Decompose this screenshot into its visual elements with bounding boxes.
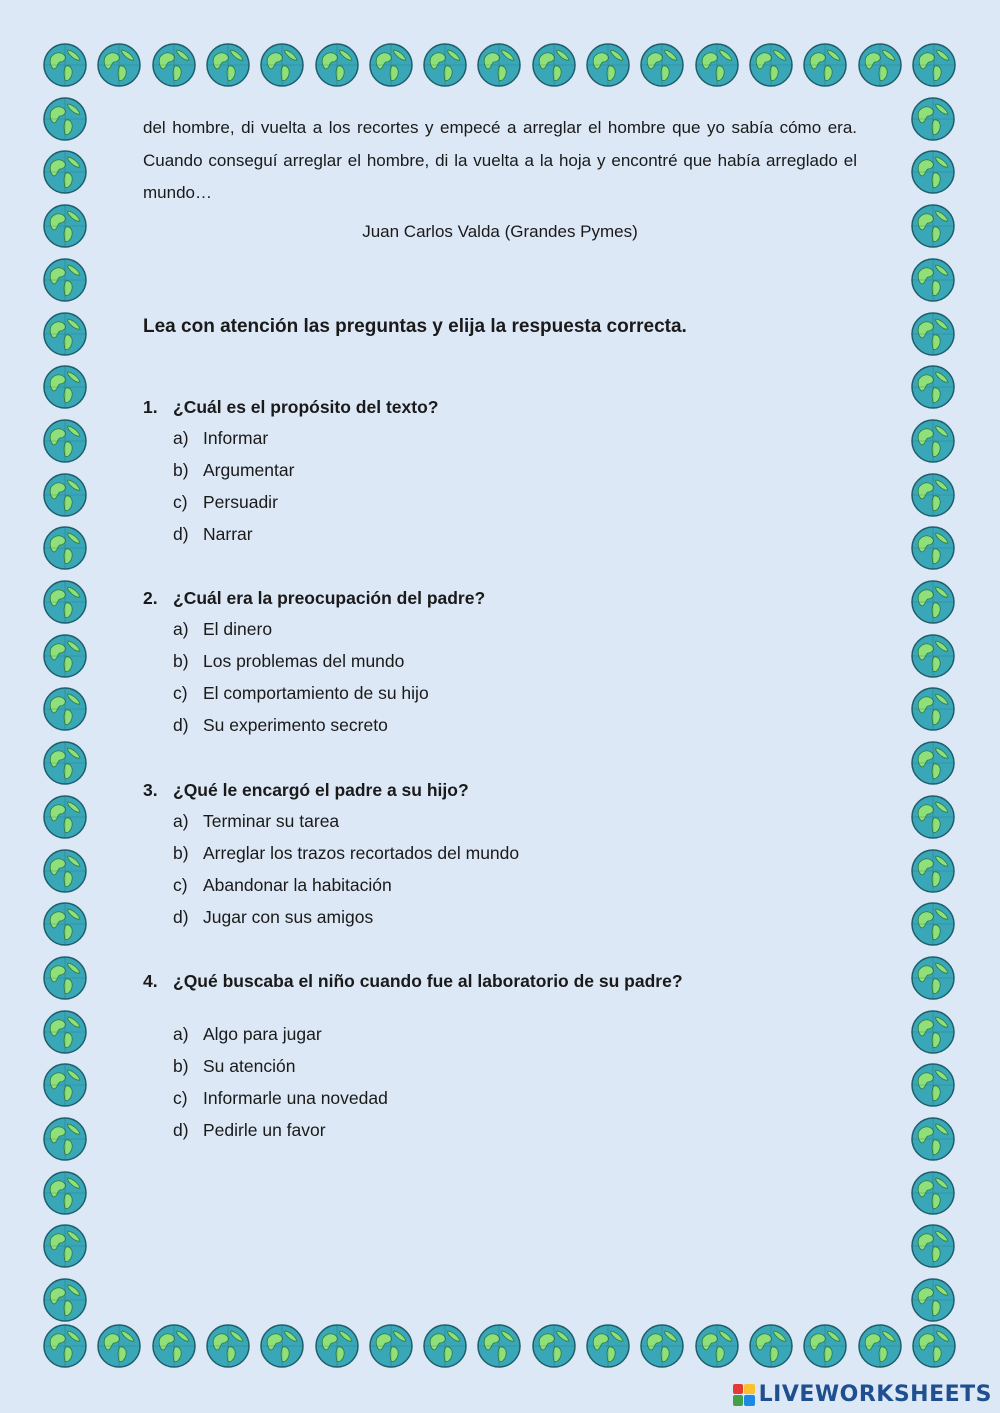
globe-icon — [42, 203, 88, 249]
globe-icon — [910, 1009, 956, 1055]
option-text: Pedirle un favor — [203, 1119, 326, 1140]
globe-icon — [314, 1323, 360, 1369]
globe-icon — [42, 472, 88, 518]
reading-passage — [143, 112, 857, 242]
globe-icon — [910, 1277, 956, 1323]
answer-option[interactable] — [143, 709, 485, 741]
globe-icon — [42, 901, 88, 947]
option-text: Persuadir — [203, 491, 278, 512]
globe-icon — [585, 1323, 631, 1369]
question-3 — [143, 775, 519, 933]
option-letter: a) — [173, 1023, 189, 1044]
globe-icon — [42, 1009, 88, 1055]
answer-options — [143, 422, 438, 550]
globe-icon — [802, 1323, 848, 1369]
globe-icon — [910, 579, 956, 625]
globe-icon — [42, 42, 88, 88]
instruction-heading: Lea con atención las preguntas y elija la respuesta correcta. — [143, 316, 687, 337]
globe-icon — [368, 1323, 414, 1369]
answer-option[interactable] — [143, 518, 438, 550]
globe-icon — [42, 1223, 88, 1269]
globe-icon — [42, 364, 88, 410]
globe-icon — [42, 955, 88, 1001]
option-letter: b) — [173, 650, 189, 671]
globe-icon — [42, 633, 88, 679]
globe-icon — [910, 1062, 956, 1108]
globe-icon — [259, 1323, 305, 1369]
passage-author: Juan Carlos Valda (Grandes Pymes) — [362, 221, 638, 241]
globe-icon — [910, 364, 956, 410]
globe-icon — [910, 472, 956, 518]
question-title — [143, 966, 683, 996]
globe-icon — [910, 311, 956, 357]
answer-option[interactable] — [143, 869, 519, 901]
globe-icon — [42, 149, 88, 195]
option-letter: a) — [173, 618, 189, 639]
globe-icon — [42, 794, 88, 840]
globe-icon — [585, 42, 631, 88]
globe-icon — [910, 257, 956, 303]
globe-icon — [910, 1116, 956, 1162]
option-letter: b) — [173, 842, 189, 863]
globe-icon — [42, 525, 88, 571]
question-number: 2. — [143, 587, 158, 608]
option-text: Jugar con sus amigos — [203, 906, 374, 927]
question-1 — [143, 392, 438, 550]
globe-icon — [42, 257, 88, 303]
globe-icon — [910, 794, 956, 840]
answer-options — [143, 1018, 683, 1146]
question-title — [143, 775, 519, 805]
option-letter: d) — [173, 1119, 189, 1140]
question-text: ¿Qué buscaba el niño cuando fue al laboratorio de su padre? — [173, 970, 683, 991]
globe-icon — [422, 1323, 468, 1369]
globe-icon — [259, 42, 305, 88]
globe-icon — [368, 42, 414, 88]
globe-icon — [96, 42, 142, 88]
globe-icon — [857, 42, 903, 88]
answer-options — [143, 613, 485, 741]
option-letter: c) — [173, 682, 188, 703]
option-letter: a) — [173, 427, 189, 448]
globe-icon — [205, 1323, 251, 1369]
globe-icon — [639, 1323, 685, 1369]
answer-option[interactable] — [143, 901, 519, 933]
answer-option[interactable] — [143, 1050, 683, 1082]
liveworksheets-logo-icon — [733, 1384, 755, 1406]
globe-icon — [910, 525, 956, 571]
globe-icon — [910, 633, 956, 679]
question-number: 4. — [143, 970, 158, 991]
answer-option[interactable] — [143, 486, 438, 518]
globe-icon — [42, 96, 88, 142]
globe-icon — [910, 740, 956, 786]
globe-icon — [748, 42, 794, 88]
globe-icon — [422, 42, 468, 88]
answer-option[interactable] — [143, 454, 438, 486]
globe-icon — [42, 418, 88, 464]
globe-icon — [910, 1170, 956, 1216]
globe-icon — [911, 42, 957, 88]
answer-option[interactable] — [143, 645, 485, 677]
globe-icon — [476, 42, 522, 88]
globe-icon — [42, 686, 88, 732]
liveworksheets-logo — [733, 1382, 992, 1407]
option-text: Abandonar la habitación — [203, 874, 392, 895]
globe-icon — [857, 1323, 903, 1369]
globe-icon — [748, 1323, 794, 1369]
option-letter: c) — [173, 1087, 188, 1108]
option-text: Su atención — [203, 1055, 296, 1076]
globe-icon — [205, 42, 251, 88]
globe-icon — [910, 955, 956, 1001]
question-text: ¿Qué le encargó el padre a su hijo? — [173, 779, 469, 800]
globe-icon — [42, 1323, 88, 1369]
answer-option[interactable] — [143, 677, 485, 709]
option-text: Los problemas del mundo — [203, 650, 405, 671]
globe-icon — [910, 149, 956, 195]
option-letter: d) — [173, 906, 189, 927]
globe-icon — [42, 1062, 88, 1108]
globe-icon — [694, 42, 740, 88]
answer-option[interactable] — [143, 837, 519, 869]
option-letter: c) — [173, 491, 188, 512]
option-text: Arreglar los trazos recortados del mundo — [203, 842, 520, 863]
option-letter: c) — [173, 874, 188, 895]
option-text: Algo para jugar — [203, 1023, 322, 1044]
question-text: ¿Cuál es el propósito del texto? — [173, 396, 439, 417]
answer-option[interactable] — [143, 1082, 683, 1114]
option-text: El comportamiento de su hijo — [203, 682, 429, 703]
globe-icon — [42, 848, 88, 894]
answer-option[interactable] — [143, 1114, 683, 1146]
globe-icon — [531, 1323, 577, 1369]
globe-icon — [910, 848, 956, 894]
globe-icon — [531, 42, 577, 88]
globe-icon — [910, 418, 956, 464]
question-number: 3. — [143, 779, 158, 800]
question-title — [143, 392, 438, 422]
option-text: Su experimento secreto — [203, 714, 388, 735]
question-2 — [143, 583, 485, 741]
globe-icon — [910, 1223, 956, 1269]
globe-icon — [911, 1323, 957, 1369]
globe-icon — [910, 686, 956, 732]
option-text: Narrar — [203, 523, 253, 544]
question-number: 1. — [143, 396, 158, 417]
option-letter: b) — [173, 459, 189, 480]
globe-icon — [151, 42, 197, 88]
question-4 — [143, 966, 683, 1146]
passage-text: del hombre, di vuelta a los recortes y empecé a arreglar el hombre que yo sabía cómo era. Cuando conseguí arreglar el hombre, di la vuelta a la hoja y encontré que había arreglado el mundo… — [143, 118, 857, 202]
option-text: Informar — [203, 427, 269, 448]
option-letter: b) — [173, 1055, 189, 1076]
globe-icon — [42, 1277, 88, 1323]
option-letter: a) — [173, 810, 189, 831]
option-letter: d) — [173, 523, 189, 544]
globe-icon — [910, 203, 956, 249]
option-text: Informarle una novedad — [203, 1087, 388, 1108]
option-text: El dinero — [203, 618, 273, 639]
answer-option[interactable] — [143, 805, 519, 837]
globe-icon — [42, 1170, 88, 1216]
question-text: ¿Cuál era la preocupación del padre? — [173, 587, 486, 608]
globe-icon — [42, 311, 88, 357]
option-letter: d) — [173, 714, 189, 735]
globe-icon — [476, 1323, 522, 1369]
answer-option[interactable] — [143, 613, 485, 645]
globe-icon — [42, 579, 88, 625]
globe-icon — [42, 740, 88, 786]
globe-icon — [96, 1323, 142, 1369]
option-text: Argumentar — [203, 459, 295, 480]
globe-icon — [694, 1323, 740, 1369]
globe-icon — [910, 96, 956, 142]
option-text: Terminar su tarea — [203, 810, 340, 831]
globe-icon — [910, 901, 956, 947]
brand-name: LIVEWORKSHEETS — [758, 1382, 992, 1407]
globe-icon — [639, 42, 685, 88]
globe-icon — [151, 1323, 197, 1369]
globe-icon — [42, 1116, 88, 1162]
globe-icon — [314, 42, 360, 88]
globe-icon — [802, 42, 848, 88]
answer-options — [143, 805, 519, 933]
question-title — [143, 583, 485, 613]
answer-option[interactable] — [143, 1018, 683, 1050]
answer-option[interactable] — [143, 422, 438, 454]
